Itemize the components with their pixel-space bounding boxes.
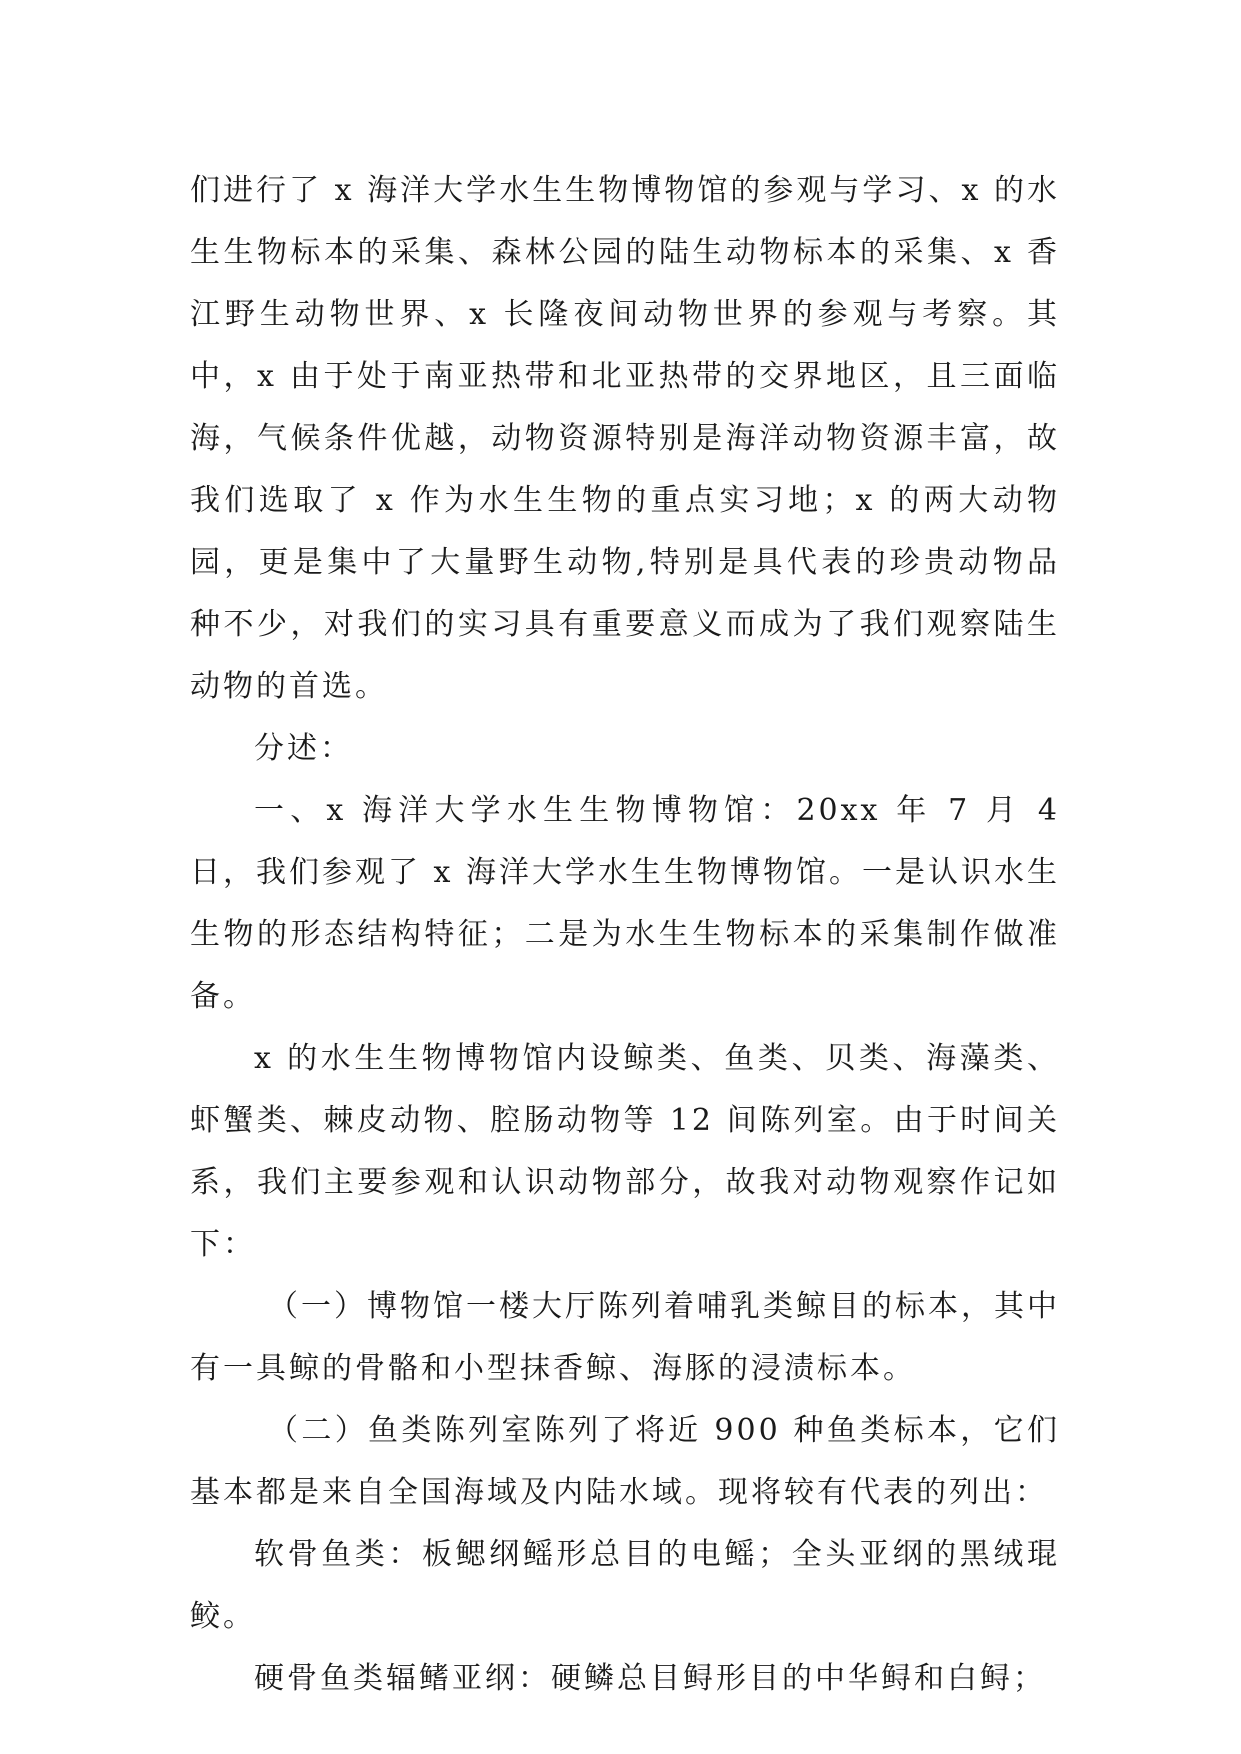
paragraph: （一）博物馆一楼大厅陈列着哺乳类鲸目的标本，其中有一具鲸的骨骼和小型抹香鲸、海豚的浸渍标本。 [190, 1289, 1060, 1386]
paragraph: x 的水生生物博物馆内设鲸类、鱼类、贝类、海藻类、虾蟹类、棘皮动物、腔肠动物等 12 间陈列室。由于时间关系，我们主要参观和认识动物部分，故我对动物观察作记如下： [190, 1041, 1060, 1262]
paragraph: （二）鱼类陈列室陈列了将近 900 种鱼类标本，它们基本都是来自全国海域及内陆水域。现将较有代表的列出： [190, 1413, 1060, 1510]
paragraph: 们进行了 x 海洋大学水生生物博物馆的参观与学习、x 的水生生物标本的采集、森林公园的陆生动物标本的采集、x 香江野生动物世界、x 长隆夜间动物世界的参观与考察。其中，x 由于处于南亚热带和北亚热带的交界地区，且三面临海，气候条件优越，动物资源特别是海洋动物资源丰富，故我们选取了 x 作为水生生物的重点实习地；x 的两大动物园，更是集中了大量野生动物,特别是具代表的珍贵动物品种不少，对我们的实习具有重要意义而成为了我们观察陆生动物的首选。 [190, 173, 1060, 704]
paragraph: 软骨鱼类：板鳃纲鳐形总目的电鳐；全头亚纲的黑绒琨鲛。 [190, 1537, 1060, 1634]
document-body [190, 160, 1060, 1710]
paragraph: 硬骨鱼类辐鳍亚纲：硬鳞总目鲟形目的中华鲟和白鲟； [254, 1661, 1046, 1696]
paragraph-section-heading: 分述： [254, 731, 353, 766]
paragraph: 一、x 海洋大学水生生物博物馆：20xx 年 7 月 4 日，我们参观了 x 海洋大学水生生物博物馆。一是认识水生生物的形态结构特征；二是为水生生物标本的采集制作做准备。 [190, 793, 1060, 1014]
